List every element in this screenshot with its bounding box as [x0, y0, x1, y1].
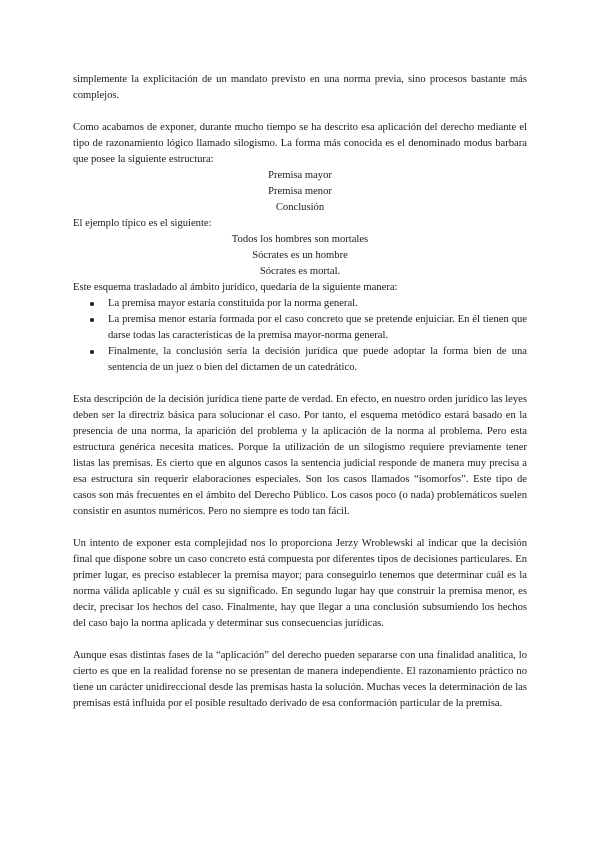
conclusion-line: Conclusión — [275, 202, 325, 213]
list-item: La premisa menor estaría formada por el caso concreto que se pretende enjuiciar. En él tienen que darse todas las características de la premisa mayor-norma general. — [73, 312, 527, 344]
minor-premise-line: Premisa menor — [268, 186, 332, 197]
spacer — [73, 376, 527, 392]
bullet-list — [73, 296, 527, 376]
major-premise-line: Premisa mayor — [268, 170, 332, 181]
list-item: Finalmente, la conclusión sería la decisión jurídica que puede adoptar la forma bien de una sentencia de un juez o bien del dictamen de un catedrático. — [73, 344, 527, 376]
spacer — [73, 520, 527, 536]
example-line: Todos los hombres son mortales — [231, 234, 369, 245]
paragraph: simplemente la explicitación de un mandato previsto en una norma previa, sino procesos bastante más complejos. — [73, 74, 527, 101]
paragraph: El ejemplo típico es el siguiente: — [73, 218, 212, 229]
spacer — [73, 632, 527, 648]
paragraph: Esta descripción de la decisión jurídica tiene parte de verdad. En efecto, en nuestro orden jurídico las leyes deben ser la directriz básica para solucionar el caso. Por tanto, el esquema metódico estará basado en la presencia de una norma, la aparición del problema y la aplicación de la norma al problema. Pero esta estructura genérica necesita matices. Porque la utilización de un silogismo requiere previamente tener listas las premisas. Es cierto que en algunos casos la sentencia judicial responde de manera muy precisa a esa estructura sin requerir elaboraciones especiales. Son los casos llamados “isomorfos”. Este tipo de casos son más frecuentes en el ámbito del Derecho Público. Los casos poco (o nada) problemáticos suelen consistir en asuntos numéricos. Pero no siempre es todo tan fácil. — [73, 394, 527, 517]
example-line: Sócrates es un hombre — [252, 250, 348, 261]
paragraph: Como acabamos de exponer, durante mucho tiempo se ha descrito esa aplicación del derecho mediante el tipo de razonamiento lógico llamado silogismo. La forma más conocida es el denominado modus barbara que posee la siguiente estructura: — [73, 122, 527, 165]
paragraph: Un intento de exponer esta complejidad nos lo proporciona Jerzy Wroblewski al indicar que la decisión final que dispone sobre un caso concreto está compuesta por diferentes tipos de decisiones particulares. En primer lugar, es preciso establecer la premisa mayor; para conseguirlo tenemos que determinar cuál es la norma válida aplicable y cuál es su significado. En segundo lugar hay que construir la premisa menor, es decir, precisar los hechos del caso. Finalmente, hay que llegar a una conclusión subsumiendo los hechos del caso bajo la norma aplicada y determinar sus consecuencias jurídicas. — [73, 538, 527, 629]
paragraph: Aunque esas distintas fases de la “aplicación” del derecho pueden separarse con una finalidad analítica, lo cierto es que en la realidad forense no se presentan de manera independiente. El razonamiento práctico no tiene un carácter unidireccional desde las premisas hasta la solución. Muchas veces la determinación de las premisas está influida por el posible resultado derivado de esa conformación particular de la premisa. — [73, 650, 527, 709]
spacer — [73, 104, 527, 120]
list-item: La premisa mayor estaría constituida por la norma general. — [73, 296, 527, 312]
syllogism-example — [73, 232, 527, 280]
syllogism-structure — [73, 168, 527, 216]
example-line: Sócrates es mortal. — [259, 266, 341, 277]
paragraph: Este esquema trasladado al ámbito jurídico, quedaría de la siguiente manera: — [73, 282, 398, 293]
